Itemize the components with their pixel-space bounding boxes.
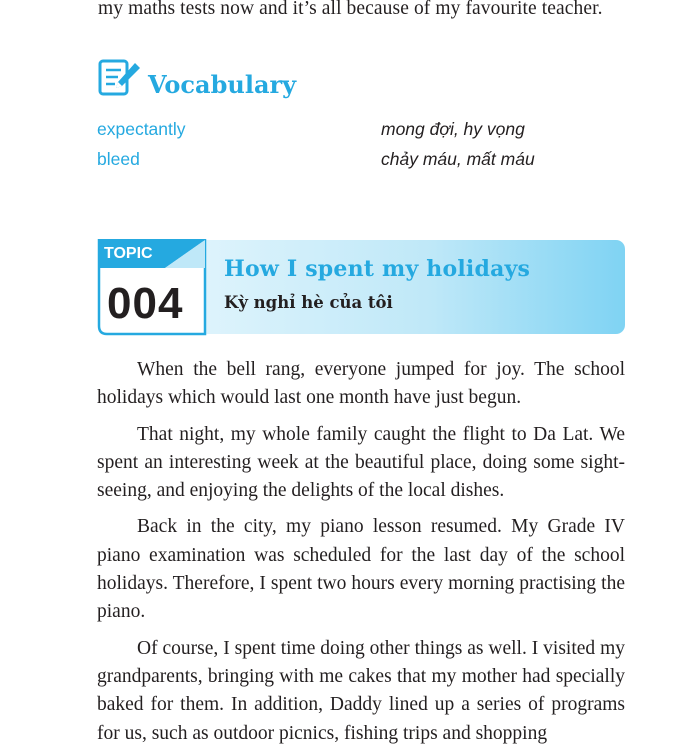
topic-title: How I spent my holidays bbox=[224, 256, 531, 282]
story-body bbox=[97, 356, 625, 756]
vocabulary-entry bbox=[0, 119, 700, 143]
vocabulary-entry bbox=[0, 149, 700, 173]
story-paragraph: Back in the city, my piano lesson resumed. My Grade IV piano examination was scheduled for the last day of the school holidays. Therefore, I spent two hours every morning practising the piano. bbox=[97, 516, 625, 623]
story-paragraph: Of course, I spent time doing other things as well. I visited my grandparents, bringing with me cakes that my mother had specially baked for them. In addition, Daddy lined up a series of programs for us, such as outdoor picnics, fishing trips and shopping bbox=[97, 637, 625, 744]
story-paragraph: That night, my whole family caught the flight to Da Lat. We spent an interesting week at the beautiful place, doing some sightseeing, and enjoying the delights of the local dishes. bbox=[97, 423, 625, 502]
topic-label: TOPIC bbox=[104, 245, 153, 262]
vocabulary-meaning: mong đợi, hy vọng bbox=[381, 119, 525, 139]
vocabulary-heading: Vocabulary bbox=[148, 70, 297, 99]
topic-number: 004 bbox=[107, 279, 184, 328]
story-paragraph: When the bell rang, everyone jumped for joy. The school holidays which would last one month have just begun. bbox=[97, 359, 625, 409]
vocabulary-word: bleed bbox=[97, 149, 140, 169]
vocabulary-meaning: chảy máu, mất máu bbox=[381, 149, 535, 169]
topic-subtitle: Kỳ nghỉ hè của tôi bbox=[224, 293, 393, 312]
notepad-pencil-icon bbox=[97, 57, 141, 99]
previous-paragraph-last-line: my maths tests now and it’s all because of my favourite teacher. bbox=[98, 0, 603, 19]
vocabulary-word: expectantly bbox=[97, 119, 186, 139]
